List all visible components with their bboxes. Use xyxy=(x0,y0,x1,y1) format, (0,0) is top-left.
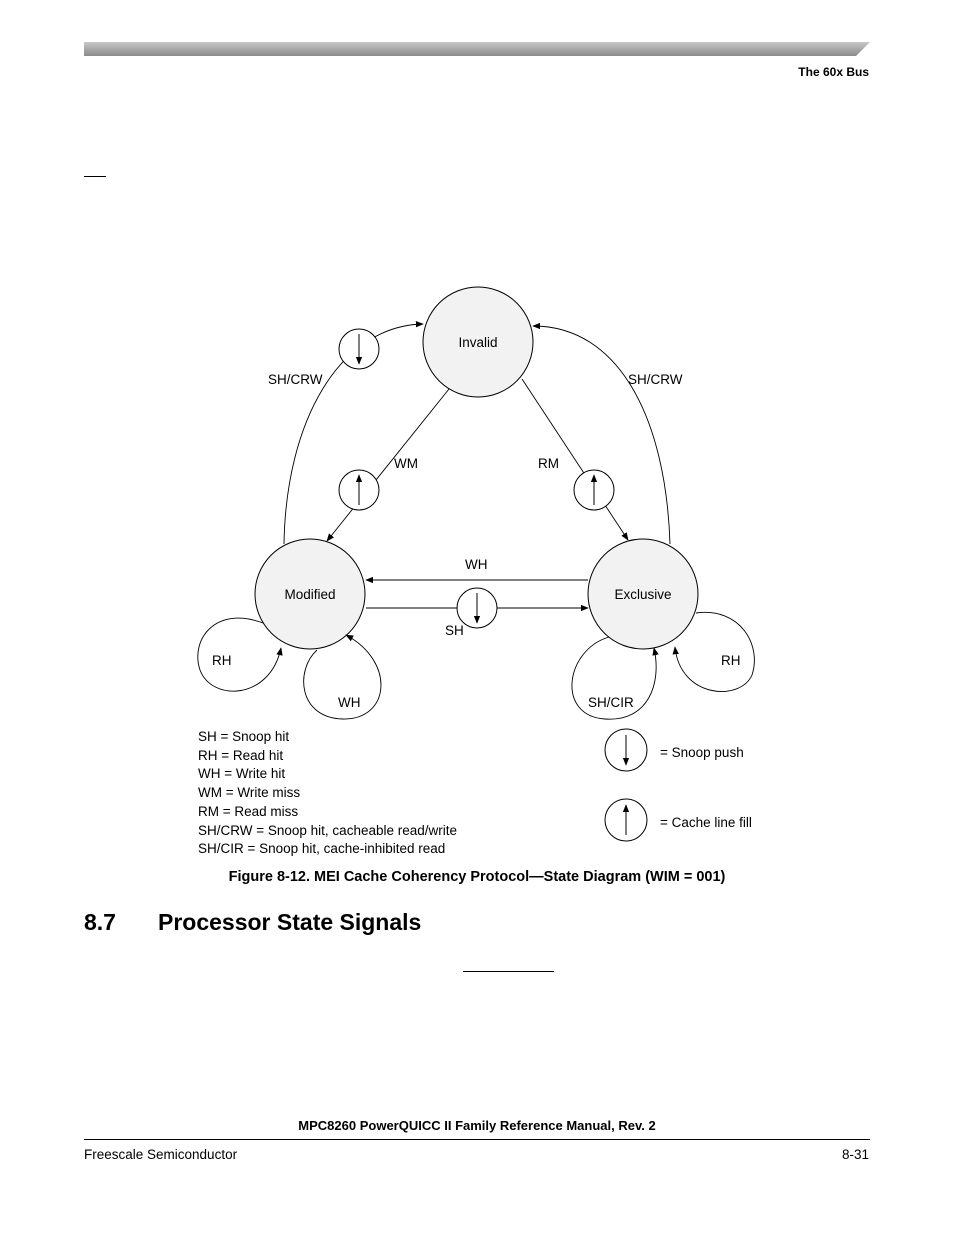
key-snoop-push-label: = Snoop push xyxy=(660,745,744,760)
label-wh-loop: WH xyxy=(338,695,361,710)
running-head: The 60x Bus xyxy=(798,65,869,79)
legend-item: WM = Write miss xyxy=(198,785,301,801)
state-modified-label: Modified xyxy=(284,587,336,602)
label-wh-top: WH xyxy=(465,557,488,572)
figure-caption: Figure 8-12. MEI Cache Coherency Protocol—State Diagram (WIM = 001) xyxy=(228,869,726,885)
label-rh-right: RH xyxy=(721,653,741,668)
label-sh-mid: SH xyxy=(445,623,464,638)
state-invalid-label: Invalid xyxy=(458,335,498,350)
label-sh-crw-right: SH/CRW xyxy=(628,372,683,387)
legend-item: RM = Read miss xyxy=(198,803,299,819)
cache-line-fill-icon xyxy=(339,470,379,510)
key-snoop-push-icon xyxy=(605,729,647,771)
transition-arc-exclusive-to-invalid xyxy=(533,326,670,544)
transition-line-invalid-to-modified xyxy=(327,389,449,541)
label-wm: WM xyxy=(394,456,418,471)
label-sh-crw-left: SH/CRW xyxy=(268,372,323,387)
snoop-push-icon xyxy=(339,329,379,369)
stub-rule xyxy=(463,971,554,972)
legend-item: SH/CRW = Snoop hit, cacheable read/write xyxy=(198,822,458,838)
key-cache-line-fill-icon xyxy=(605,799,647,841)
legend-item: SH = Snoop hit xyxy=(198,729,290,744)
section-heading xyxy=(84,909,421,936)
footer-page-number: 8-31 xyxy=(841,1147,869,1162)
section-title: Processor State Signals xyxy=(158,909,422,935)
section-number: 8.7 xyxy=(84,909,116,935)
abbreviation-legend xyxy=(198,728,457,859)
label-sh-cir: SH/CIR xyxy=(588,695,634,710)
key-cache-line-fill-label: = Cache line fill xyxy=(660,815,752,830)
footer-title: MPC8260 PowerQUICC II Family Reference Manual, Rev. 2 xyxy=(298,1118,656,1133)
legend-item: WH = Write hit xyxy=(198,766,286,782)
footer-rule xyxy=(84,1139,870,1140)
snoop-push-icon xyxy=(457,588,497,628)
legend-item: RH = Read hit xyxy=(198,747,284,763)
state-exclusive-label: Exclusive xyxy=(614,587,672,602)
label-rh-left: RH xyxy=(212,653,232,668)
legend-item: SH/CIR = Snoop hit, cache-inhibited read xyxy=(198,841,446,857)
label-rm: RM xyxy=(538,456,559,471)
footer-publisher: Freescale Semiconductor xyxy=(84,1147,238,1162)
cache-line-fill-icon xyxy=(574,470,614,510)
